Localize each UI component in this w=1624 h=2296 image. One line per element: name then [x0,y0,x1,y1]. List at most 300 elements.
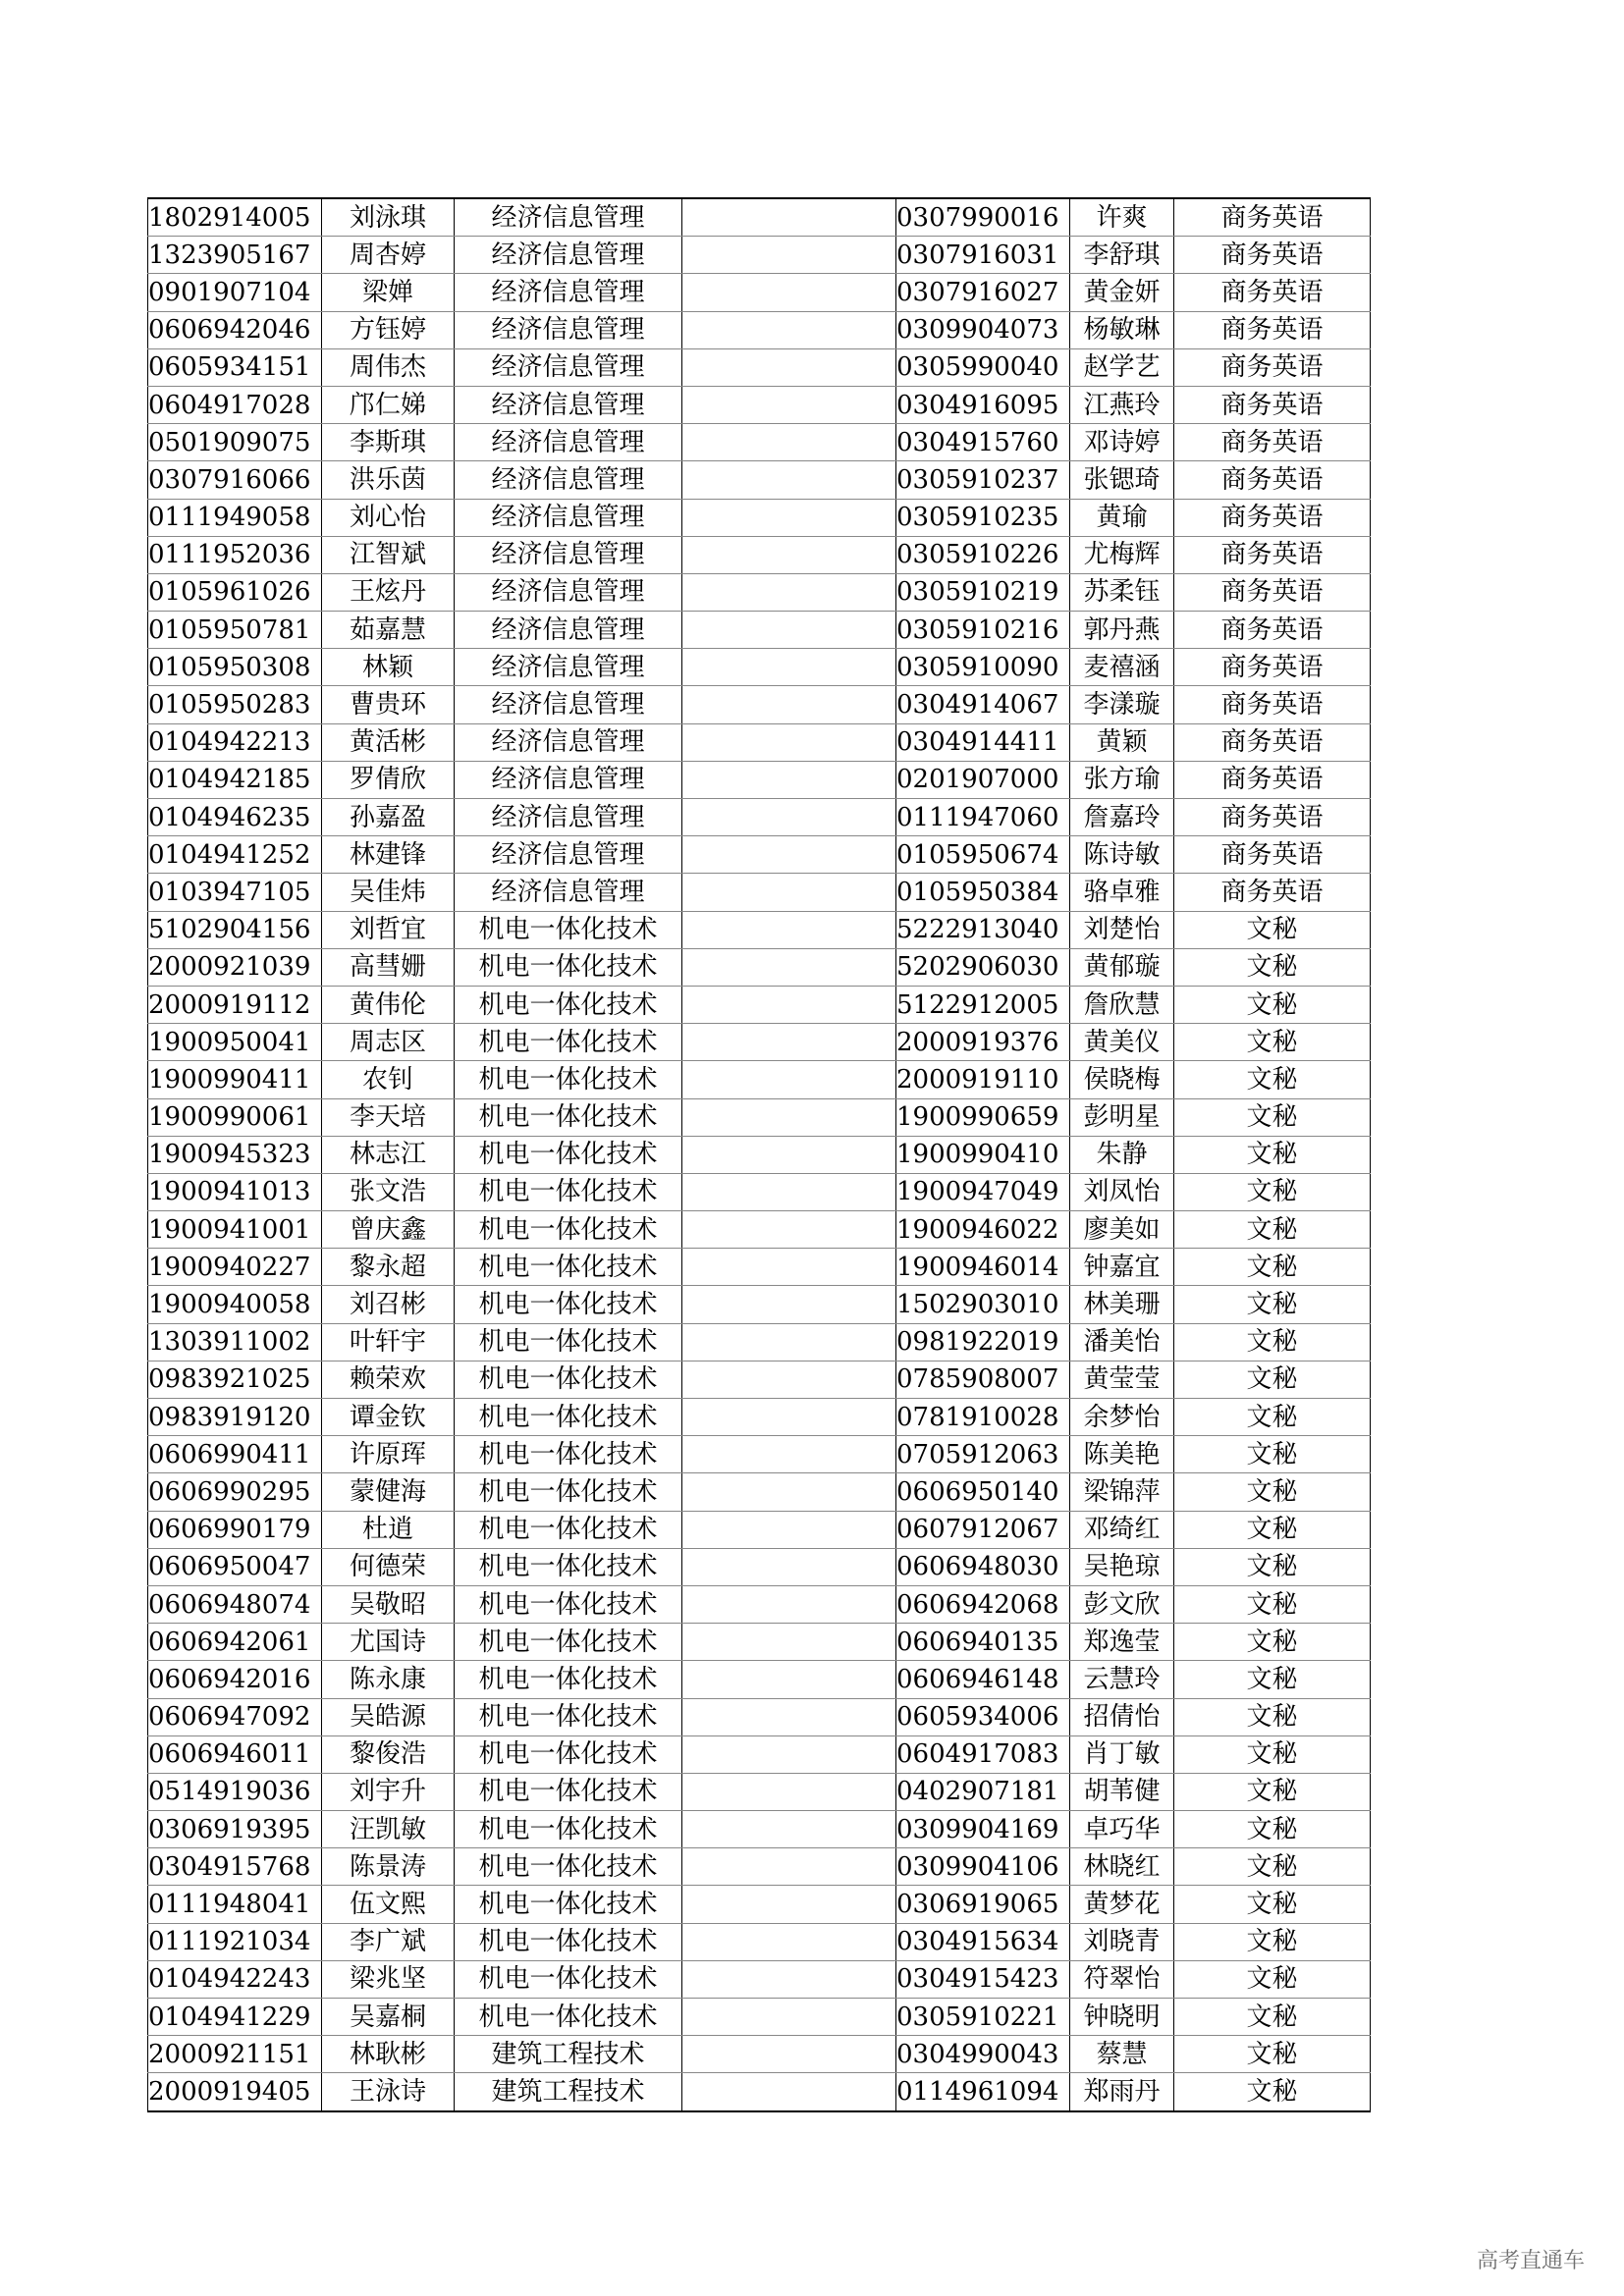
student-name-cell-right: 詹欣慧 [1070,986,1174,1023]
student-id-cell: 0606947092 [148,1698,322,1735]
student-name-cell-right: 符翠怡 [1070,1960,1174,1998]
major-cell-right: 文秘 [1174,1211,1371,1249]
student-name-cell-right: 张方瑜 [1070,761,1174,798]
student-id-cell-right: 0304990043 [896,2036,1070,2073]
student-name-cell-right: 彭文欣 [1070,1585,1174,1623]
student-name-cell: 伍文熙 [322,1886,455,1923]
student-name-cell-right: 卓巧华 [1070,1811,1174,1848]
major-cell: 经济信息管理 [455,612,682,649]
empty-cell [682,1286,896,1323]
major-cell-right: 商务英语 [1174,761,1371,798]
table-row [148,2036,1371,2073]
table-row [148,424,1371,461]
table-row [148,274,1371,311]
table-row [148,1773,1371,1810]
table-row [148,1511,1371,1548]
student-id-cell-right: 0781910028 [896,1399,1070,1436]
empty-cell [682,2073,896,2111]
student-id-cell-right: 0606946148 [896,1661,1070,1698]
table-row [148,311,1371,348]
table-row [148,1436,1371,1473]
major-cell-right: 商务英语 [1174,836,1371,874]
watermark-text: 高考直通车 [1476,2249,1585,2273]
student-name-cell-right: 侯晓梅 [1070,1061,1174,1098]
major-cell: 经济信息管理 [455,836,682,874]
major-cell-right: 文秘 [1174,1249,1371,1286]
student-name-cell-right: 胡苇健 [1070,1773,1174,1810]
major-cell: 经济信息管理 [455,386,682,423]
major-cell: 机电一体化技术 [455,1061,682,1098]
student-id-cell: 1802914005 [148,198,322,237]
student-id-cell: 1900990411 [148,1061,322,1098]
table-row [148,1999,1371,2036]
empty-cell [682,1624,896,1661]
major-cell-right: 文秘 [1174,1361,1371,1398]
student-name-cell-right: 吴艳琼 [1070,1548,1174,1585]
table-row [148,1361,1371,1398]
student-id-cell: 0606942061 [148,1624,322,1661]
student-name-cell: 周志区 [322,1024,455,1061]
major-cell: 机电一体化技术 [455,1098,682,1136]
major-cell-right: 文秘 [1174,1624,1371,1661]
student-name-cell-right: 赵学艺 [1070,348,1174,386]
student-id-cell-right: 0606942068 [896,1585,1070,1623]
major-cell-right: 文秘 [1174,1024,1371,1061]
major-cell-right: 文秘 [1174,1061,1371,1098]
empty-cell [682,1024,896,1061]
major-cell: 机电一体化技术 [455,1511,682,1548]
student-id-cell-right: 0201907000 [896,761,1070,798]
major-cell-right: 文秘 [1174,1323,1371,1361]
student-id-cell-right: 0607912067 [896,1511,1070,1548]
table-row [148,836,1371,874]
student-id-cell: 0111949058 [148,499,322,536]
student-name-cell-right: 刘楚怡 [1070,911,1174,948]
empty-cell [682,799,896,836]
empty-cell [682,1585,896,1623]
major-cell: 经济信息管理 [455,274,682,311]
student-id-cell: 0306919395 [148,1811,322,1848]
student-name-cell: 陈永康 [322,1661,455,1698]
student-name-cell: 叶轩宇 [322,1323,455,1361]
major-cell: 经济信息管理 [455,536,682,573]
student-id-cell-right: 0604917083 [896,1735,1070,1773]
student-name-cell-right: 陈诗敏 [1070,836,1174,874]
major-cell-right: 文秘 [1174,1773,1371,1810]
student-name-cell-right: 朱静 [1070,1136,1174,1173]
student-name-cell-right: 钟晓明 [1070,1999,1174,2036]
student-name-cell: 刘宇升 [322,1773,455,1810]
table-row [148,386,1371,423]
student-id-cell: 0304915768 [148,1848,322,1886]
major-cell-right: 文秘 [1174,1848,1371,1886]
student-name-cell: 陈景涛 [322,1848,455,1886]
major-cell: 机电一体化技术 [455,1024,682,1061]
empty-cell [682,536,896,573]
empty-cell [682,1923,896,1960]
student-id-cell-right: 0305990040 [896,348,1070,386]
empty-cell [682,1173,896,1210]
major-cell: 机电一体化技术 [455,1811,682,1848]
student-id-cell-right: 0105950674 [896,836,1070,874]
student-id-cell-right: 0605934006 [896,1698,1070,1735]
student-id-cell-right: 0307990016 [896,198,1070,237]
major-cell-right: 文秘 [1174,1886,1371,1923]
table-row [148,198,1371,237]
major-cell: 机电一体化技术 [455,1735,682,1773]
student-name-cell: 吴敬昭 [322,1585,455,1623]
major-cell-right: 商务英语 [1174,311,1371,348]
table-row [148,1211,1371,1249]
student-id-cell: 1900950041 [148,1024,322,1061]
table-row [148,1399,1371,1436]
table-row [148,1098,1371,1136]
student-name-cell: 刘哲宜 [322,911,455,948]
student-name-cell-right: 刘凤怡 [1070,1173,1174,1210]
student-id-cell-right: 0304916095 [896,386,1070,423]
student-name-cell-right: 许爽 [1070,198,1174,237]
student-id-cell-right: 0307916031 [896,237,1070,274]
major-cell-right: 文秘 [1174,1585,1371,1623]
major-cell-right: 文秘 [1174,1923,1371,1960]
student-id-cell: 0501909075 [148,424,322,461]
empty-cell [682,311,896,348]
table-row [148,1848,1371,1886]
major-cell: 经济信息管理 [455,723,682,761]
major-cell: 机电一体化技术 [455,1361,682,1398]
major-cell-right: 文秘 [1174,1661,1371,1698]
major-cell-right: 商务英语 [1174,799,1371,836]
student-name-cell: 罗倩欣 [322,761,455,798]
major-cell: 经济信息管理 [455,311,682,348]
major-cell: 机电一体化技术 [455,1436,682,1473]
major-cell-right: 商务英语 [1174,237,1371,274]
student-id-cell: 0606990295 [148,1473,322,1511]
empty-cell [682,1548,896,1585]
student-name-cell-right: 邓绮红 [1070,1511,1174,1548]
student-id-cell-right: 5202906030 [896,948,1070,986]
empty-cell [682,424,896,461]
student-id-cell-right: 0304915423 [896,1960,1070,1998]
major-cell: 经济信息管理 [455,686,682,723]
major-cell: 经济信息管理 [455,874,682,911]
major-cell: 机电一体化技术 [455,1848,682,1886]
student-name-cell-right: 郭丹燕 [1070,612,1174,649]
major-cell-right: 文秘 [1174,948,1371,986]
student-id-cell: 0606946011 [148,1735,322,1773]
major-cell: 经济信息管理 [455,348,682,386]
empty-cell [682,1811,896,1848]
student-id-cell-right: 1900947049 [896,1173,1070,1210]
empty-cell [682,1436,896,1473]
major-cell: 机电一体化技术 [455,1585,682,1623]
student-name-cell-right: 李漾璇 [1070,686,1174,723]
major-cell: 机电一体化技术 [455,1661,682,1698]
major-cell-right: 文秘 [1174,1286,1371,1323]
major-cell: 机电一体化技术 [455,1173,682,1210]
major-cell-right: 文秘 [1174,1735,1371,1773]
student-name-cell: 何德荣 [322,1548,455,1585]
student-id-cell-right: 0606950140 [896,1473,1070,1511]
table-row [148,1473,1371,1511]
student-name-cell: 王炫丹 [322,573,455,611]
student-id-cell-right: 0114961094 [896,2073,1070,2111]
empty-cell [682,237,896,274]
major-cell: 建筑工程技术 [455,2036,682,2073]
student-name-cell-right: 余梦怡 [1070,1399,1174,1436]
table-row [148,1136,1371,1173]
empty-cell [682,1661,896,1698]
table-row [148,1698,1371,1735]
student-name-cell-right: 廖美如 [1070,1211,1174,1249]
table-row [148,686,1371,723]
major-cell-right: 商务英语 [1174,573,1371,611]
major-cell: 机电一体化技术 [455,1473,682,1511]
student-name-cell-right: 黄美仪 [1070,1024,1174,1061]
student-id-cell: 0105961026 [148,573,322,611]
table-row [148,1585,1371,1623]
empty-cell [682,1473,896,1511]
table-row [148,499,1371,536]
student-name-cell: 周杏婷 [322,237,455,274]
table-row [148,1960,1371,1998]
student-id-cell: 0307916066 [148,461,322,499]
student-name-cell: 刘心怡 [322,499,455,536]
major-cell-right: 商务英语 [1174,649,1371,686]
student-id-cell: 2000921039 [148,948,322,986]
student-id-cell: 1323905167 [148,237,322,274]
student-name-cell-right: 骆卓雅 [1070,874,1174,911]
major-cell-right: 文秘 [1174,2073,1371,2111]
student-id-cell: 0605934151 [148,348,322,386]
major-cell-right: 文秘 [1174,1999,1371,2036]
student-id-cell: 0104942243 [148,1960,322,1998]
student-id-cell: 0901907104 [148,274,322,311]
student-id-cell: 0104946235 [148,799,322,836]
student-id-cell-right: 0785908007 [896,1361,1070,1398]
student-id-cell: 1900941001 [148,1211,322,1249]
student-id-cell-right: 2000919110 [896,1061,1070,1098]
major-cell: 经济信息管理 [455,198,682,237]
major-cell: 经济信息管理 [455,761,682,798]
major-cell-right: 文秘 [1174,1136,1371,1173]
empty-cell [682,1399,896,1436]
student-id-cell: 0983921025 [148,1361,322,1398]
student-name-cell-right: 蔡慧 [1070,2036,1174,2073]
student-name-cell-right: 黄莹莹 [1070,1361,1174,1398]
major-cell: 经济信息管理 [455,573,682,611]
student-id-cell: 0983919120 [148,1399,322,1436]
student-name-cell-right: 陈美艳 [1070,1436,1174,1473]
student-name-cell-right: 尤梅辉 [1070,536,1174,573]
student-id-cell: 0606990179 [148,1511,322,1548]
empty-cell [682,1698,896,1735]
student-name-cell-right: 麦禧涵 [1070,649,1174,686]
student-id-cell: 0606990411 [148,1436,322,1473]
major-cell: 机电一体化技术 [455,1548,682,1585]
major-cell: 机电一体化技术 [455,1323,682,1361]
student-name-cell-right: 肖丁敏 [1070,1735,1174,1773]
major-cell-right: 商务英语 [1174,461,1371,499]
empty-cell [682,573,896,611]
student-name-cell-right: 郑雨丹 [1070,2073,1174,2111]
student-name-cell: 王泳诗 [322,2073,455,2111]
table-row [148,1624,1371,1661]
empty-cell [682,1323,896,1361]
student-name-cell: 农钊 [322,1061,455,1098]
empty-cell [682,874,896,911]
admission-roster-table [147,197,1371,2112]
student-id-cell: 0105950283 [148,686,322,723]
student-id-cell: 0514919036 [148,1773,322,1810]
empty-cell [682,761,896,798]
student-id-cell: 0105950781 [148,612,322,649]
major-cell-right: 商务英语 [1174,686,1371,723]
student-id-cell-right: 0105950384 [896,874,1070,911]
student-name-cell: 吴皓源 [322,1698,455,1735]
major-cell-right: 文秘 [1174,986,1371,1023]
student-name-cell-right: 李舒琪 [1070,237,1174,274]
student-name-cell: 赖荣欢 [322,1361,455,1398]
student-name-cell-right: 钟嘉宜 [1070,1249,1174,1286]
major-cell: 机电一体化技术 [455,1399,682,1436]
student-name-cell: 洪乐茵 [322,461,455,499]
empty-cell [682,499,896,536]
table-row [148,1323,1371,1361]
student-name-cell: 周伟杰 [322,348,455,386]
student-name-cell-right: 江燕玲 [1070,386,1174,423]
student-name-cell: 林建锋 [322,836,455,874]
empty-cell [682,348,896,386]
student-id-cell-right: 0305910221 [896,1999,1070,2036]
empty-cell [682,2036,896,2073]
student-id-cell-right: 0309904073 [896,311,1070,348]
empty-cell [682,836,896,874]
student-id-cell: 1900945323 [148,1136,322,1173]
student-id-cell-right: 0309904106 [896,1848,1070,1886]
student-id-cell-right: 5122912005 [896,986,1070,1023]
student-id-cell-right: 5222913040 [896,911,1070,948]
student-name-cell-right: 黄颖 [1070,723,1174,761]
major-cell: 机电一体化技术 [455,1136,682,1173]
major-cell: 机电一体化技术 [455,1923,682,1960]
table-row [148,1811,1371,1848]
major-cell-right: 商务英语 [1174,424,1371,461]
student-name-cell: 汪凯敏 [322,1811,455,1848]
empty-cell [682,686,896,723]
empty-cell [682,1249,896,1286]
empty-cell [682,986,896,1023]
student-name-cell: 蒙健海 [322,1473,455,1511]
student-name-cell: 曹贵环 [322,686,455,723]
student-name-cell: 梁兆坚 [322,1960,455,1998]
empty-cell [682,1136,896,1173]
student-name-cell: 李天培 [322,1098,455,1136]
student-id-cell-right: 1502903010 [896,1286,1070,1323]
student-id-cell-right: 0981922019 [896,1323,1070,1361]
student-name-cell: 梁婵 [322,274,455,311]
student-id-cell: 0104941229 [148,1999,322,2036]
empty-cell [682,612,896,649]
student-id-cell-right: 0304914411 [896,723,1070,761]
student-name-cell-right: 黄郁璇 [1070,948,1174,986]
student-name-cell-right: 潘美怡 [1070,1323,1174,1361]
table-row [148,761,1371,798]
student-id-cell-right: 0305910216 [896,612,1070,649]
student-name-cell-right: 黄瑜 [1070,499,1174,536]
student-name-cell-right: 邓诗婷 [1070,424,1174,461]
table-row [148,874,1371,911]
major-cell-right: 商务英语 [1174,274,1371,311]
table-row [148,1661,1371,1698]
student-id-cell: 1900940058 [148,1286,322,1323]
major-cell-right: 商务英语 [1174,348,1371,386]
empty-cell [682,1098,896,1136]
major-cell-right: 商务英语 [1174,499,1371,536]
major-cell: 经济信息管理 [455,237,682,274]
table-row [148,2073,1371,2111]
student-name-cell-right: 林晓红 [1070,1848,1174,1886]
major-cell-right: 文秘 [1174,1811,1371,1848]
major-cell-right: 文秘 [1174,1436,1371,1473]
table-row [148,1548,1371,1585]
student-id-cell-right: 0402907181 [896,1773,1070,1810]
major-cell-right: 文秘 [1174,2036,1371,2073]
empty-cell [682,461,896,499]
student-name-cell: 黄活彬 [322,723,455,761]
student-name-cell: 刘泳琪 [322,198,455,237]
empty-cell [682,386,896,423]
table-row [148,986,1371,1023]
student-id-cell: 0111952036 [148,536,322,573]
major-cell-right: 文秘 [1174,1098,1371,1136]
student-id-cell-right: 0309904169 [896,1811,1070,1848]
major-cell-right: 文秘 [1174,1698,1371,1735]
major-cell-right: 商务英语 [1174,198,1371,237]
student-id-cell-right: 0705912063 [896,1436,1070,1473]
major-cell: 机电一体化技术 [455,1999,682,2036]
table-row [148,1061,1371,1098]
major-cell: 经济信息管理 [455,799,682,836]
student-id-cell: 0103947105 [148,874,322,911]
student-id-cell-right: 1900946022 [896,1211,1070,1249]
empty-cell [682,1960,896,1998]
major-cell-right: 文秘 [1174,1548,1371,1585]
student-id-cell: 0104941252 [148,836,322,874]
student-name-cell: 江智斌 [322,536,455,573]
major-cell: 机电一体化技术 [455,1249,682,1286]
student-id-cell-right: 1900990659 [896,1098,1070,1136]
student-name-cell: 黎永超 [322,1249,455,1286]
major-cell-right: 商务英语 [1174,612,1371,649]
major-cell: 机电一体化技术 [455,1773,682,1810]
student-id-cell-right: 0305910226 [896,536,1070,573]
table-row [148,573,1371,611]
student-name-cell-right: 黄金妍 [1070,274,1174,311]
student-id-cell-right: 0305910090 [896,649,1070,686]
student-id-cell-right: 0306919065 [896,1886,1070,1923]
empty-cell [682,198,896,237]
student-id-cell: 0606942016 [148,1661,322,1698]
empty-cell [682,1061,896,1098]
table-row [148,723,1371,761]
student-id-cell: 0111921034 [148,1923,322,1960]
student-name-cell: 吴佳炜 [322,874,455,911]
student-id-cell: 2000921151 [148,2036,322,2073]
student-name-cell: 黎俊浩 [322,1735,455,1773]
student-id-cell-right: 2000919376 [896,1024,1070,1061]
major-cell-right: 商务英语 [1174,536,1371,573]
